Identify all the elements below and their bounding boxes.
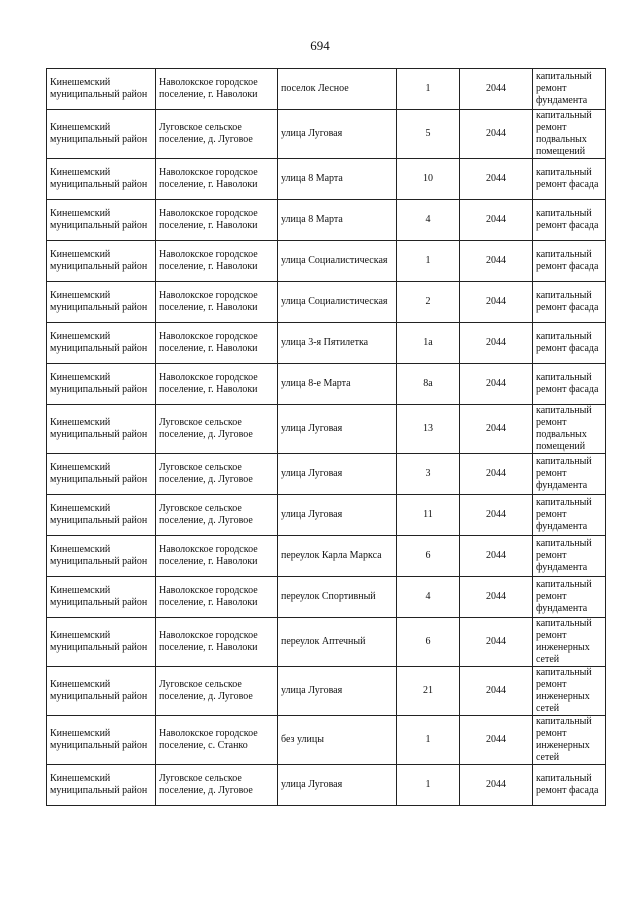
district-cell — [47, 282, 156, 323]
street-cell — [278, 69, 397, 110]
house-number-cell-text: 4 — [425, 591, 431, 602]
house-number-cell — [397, 200, 460, 241]
year-cell-text: 2044 — [486, 468, 506, 479]
table-row — [47, 536, 606, 577]
year-cell-text: 2044 — [486, 734, 506, 745]
settlement-cell — [156, 69, 278, 110]
year-cell-text: 2044 — [486, 337, 506, 348]
street-cell — [278, 577, 397, 618]
house-number-cell-text: 6 — [425, 636, 431, 647]
work-type-cell — [533, 765, 606, 806]
settlement-cell — [156, 765, 278, 806]
street-cell — [278, 241, 397, 282]
housing-repair-table — [46, 68, 606, 806]
settlement-cell — [156, 536, 278, 577]
settlement-cell — [156, 282, 278, 323]
district-cell — [47, 364, 156, 405]
table-body — [47, 69, 606, 806]
street-cell-text: улица 8 Марта — [281, 214, 343, 225]
year-cell — [460, 536, 533, 577]
year-cell — [460, 716, 533, 765]
district-cell — [47, 69, 156, 110]
settlement-cell-text: Наволокское городское поселение, с. Станко — [159, 728, 258, 751]
work-type-cell — [533, 577, 606, 618]
house-number-cell-text: 5 — [425, 128, 431, 139]
district-cell-text: Кинешемский муниципальный район — [50, 249, 148, 272]
street-cell-text: улица 8-е Марта — [281, 378, 351, 389]
house-number-cell — [397, 667, 460, 716]
work-type-cell-text: капитальный ремонт фундамента — [536, 497, 592, 532]
work-type-cell-text: капитальный ремонт фасада — [536, 208, 599, 231]
district-cell-text: Кинешемский муниципальный район — [50, 630, 148, 653]
street-cell-text: улица Луговая — [281, 423, 343, 434]
street-cell-text: улица Социалистическая — [281, 255, 388, 266]
house-number-cell-text: 3 — [425, 468, 431, 479]
district-cell — [47, 765, 156, 806]
work-type-cell-text: капитальный ремонт фундамента — [536, 456, 592, 491]
work-type-cell — [533, 667, 606, 716]
year-cell-text: 2044 — [486, 636, 506, 647]
house-number-cell-text: 4 — [425, 214, 431, 225]
settlement-cell-text: Наволокское городское поселение, г. Наволоки — [159, 290, 258, 313]
settlement-cell-text: Наволокское городское поселение, г. Наволоки — [159, 167, 258, 190]
district-cell — [47, 241, 156, 282]
settlement-cell-text: Наволокское городское поселение, г. Наволоки — [159, 585, 258, 608]
work-type-cell-text: капитальный ремонт фасада — [536, 773, 599, 796]
district-cell-text: Кинешемский муниципальный район — [50, 728, 148, 751]
table-row — [47, 241, 606, 282]
settlement-cell-text: Луговское сельское поселение, д. Луговое — [159, 122, 253, 145]
settlement-cell — [156, 618, 278, 667]
house-number-cell-text: 1 — [425, 83, 431, 94]
street-cell — [278, 323, 397, 364]
house-number-cell — [397, 765, 460, 806]
district-cell-text: Кинешемский муниципальный район — [50, 167, 148, 190]
work-type-cell-text: капитальный ремонт фасада — [536, 167, 599, 190]
district-cell-text: Кинешемский муниципальный район — [50, 77, 148, 100]
settlement-cell — [156, 200, 278, 241]
house-number-cell — [397, 364, 460, 405]
year-cell-text: 2044 — [486, 173, 506, 184]
work-type-cell — [533, 364, 606, 405]
street-cell — [278, 159, 397, 200]
settlement-cell — [156, 405, 278, 454]
table-row — [47, 159, 606, 200]
house-number-cell — [397, 69, 460, 110]
street-cell-text: улица Луговая — [281, 468, 343, 479]
year-cell-text: 2044 — [486, 591, 506, 602]
settlement-cell — [156, 577, 278, 618]
year-cell — [460, 577, 533, 618]
work-type-cell — [533, 159, 606, 200]
year-cell — [460, 667, 533, 716]
settlement-cell-text: Наволокское городское поселение, г. Наволоки — [159, 544, 258, 567]
table-row — [47, 405, 606, 454]
year-cell-text: 2044 — [486, 214, 506, 225]
house-number-cell — [397, 405, 460, 454]
table-row — [47, 454, 606, 495]
street-cell — [278, 495, 397, 536]
district-cell-text: Кинешемский муниципальный район — [50, 372, 148, 395]
year-cell — [460, 159, 533, 200]
settlement-cell-text: Наволокское городское поселение, г. Наволоки — [159, 331, 258, 354]
year-cell-text: 2044 — [486, 550, 506, 561]
street-cell — [278, 765, 397, 806]
house-number-cell — [397, 618, 460, 667]
district-cell — [47, 323, 156, 364]
house-number-cell — [397, 577, 460, 618]
table-row — [47, 110, 606, 159]
settlement-cell-text: Наволокское городское поселение, г. Наволоки — [159, 249, 258, 272]
settlement-cell-text: Луговское сельское поселение, д. Луговое — [159, 462, 253, 485]
district-cell-text: Кинешемский муниципальный район — [50, 585, 148, 608]
district-cell — [47, 536, 156, 577]
house-number-cell-text: 6 — [425, 550, 431, 561]
district-cell — [47, 405, 156, 454]
district-cell-text: Кинешемский муниципальный район — [50, 122, 148, 145]
settlement-cell — [156, 241, 278, 282]
street-cell-text: улица Социалистическая — [281, 296, 388, 307]
district-cell — [47, 495, 156, 536]
table-row — [47, 200, 606, 241]
house-number-cell-text: 1 — [425, 779, 431, 790]
district-cell — [47, 716, 156, 765]
district-cell-text: Кинешемский муниципальный район — [50, 503, 148, 526]
street-cell-text: без улицы — [281, 734, 324, 745]
work-type-cell-text: капитальный ремонт фундамента — [536, 579, 592, 614]
settlement-cell — [156, 454, 278, 495]
house-number-cell-text: 8а — [423, 378, 433, 389]
street-cell — [278, 405, 397, 454]
district-cell — [47, 200, 156, 241]
district-cell — [47, 577, 156, 618]
work-type-cell — [533, 69, 606, 110]
year-cell-text: 2044 — [486, 83, 506, 94]
year-cell — [460, 454, 533, 495]
house-number-cell — [397, 110, 460, 159]
street-cell-text: улица 8 Марта — [281, 173, 343, 184]
work-type-cell — [533, 323, 606, 364]
house-number-cell — [397, 454, 460, 495]
settlement-cell — [156, 159, 278, 200]
street-cell — [278, 618, 397, 667]
work-type-cell — [533, 536, 606, 577]
district-cell-text: Кинешемский муниципальный район — [50, 679, 148, 702]
settlement-cell-text: Наволокское городское поселение, г. Наволоки — [159, 372, 258, 395]
district-cell — [47, 667, 156, 716]
work-type-cell-text: капитальный ремонт фасада — [536, 331, 599, 354]
table-row — [47, 765, 606, 806]
table-row — [47, 716, 606, 765]
year-cell — [460, 69, 533, 110]
street-cell-text: улица Луговая — [281, 128, 343, 139]
settlement-cell-text: Луговское сельское поселение, д. Луговое — [159, 679, 253, 702]
work-type-cell — [533, 282, 606, 323]
house-number-cell-text: 13 — [423, 423, 433, 434]
street-cell-text: переулок Спортивный — [281, 591, 376, 602]
year-cell — [460, 282, 533, 323]
work-type-cell-text: капитальный ремонт подвальных помещений — [536, 405, 592, 452]
year-cell-text: 2044 — [486, 685, 506, 696]
house-number-cell-text: 11 — [423, 509, 433, 520]
year-cell — [460, 110, 533, 159]
house-number-cell — [397, 323, 460, 364]
work-type-cell-text: капитальный ремонт подвальных помещений — [536, 110, 592, 157]
table-row — [47, 364, 606, 405]
year-cell-text: 2044 — [486, 255, 506, 266]
table-row — [47, 495, 606, 536]
settlement-cell-text: Луговское сельское поселение, д. Луговое — [159, 417, 253, 440]
street-cell — [278, 282, 397, 323]
work-type-cell — [533, 716, 606, 765]
year-cell — [460, 364, 533, 405]
settlement-cell — [156, 716, 278, 765]
year-cell — [460, 405, 533, 454]
house-number-cell — [397, 536, 460, 577]
year-cell-text: 2044 — [486, 296, 506, 307]
settlement-cell — [156, 495, 278, 536]
year-cell — [460, 495, 533, 536]
street-cell-text: поселок Лесное — [281, 83, 349, 94]
settlement-cell-text: Луговское сельское поселение, д. Луговое — [159, 773, 253, 796]
district-cell — [47, 110, 156, 159]
district-cell — [47, 159, 156, 200]
house-number-cell — [397, 495, 460, 536]
street-cell-text: улица Луговая — [281, 509, 343, 520]
work-type-cell-text: капитальный ремонт фундамента — [536, 538, 592, 573]
settlement-cell-text: Луговское сельское поселение, д. Луговое — [159, 503, 253, 526]
year-cell-text: 2044 — [486, 779, 506, 790]
house-number-cell — [397, 716, 460, 765]
house-number-cell-text: 21 — [423, 685, 433, 696]
street-cell-text: улица Луговая — [281, 779, 343, 790]
street-cell-text: переулок Аптечный — [281, 636, 366, 647]
table-row — [47, 282, 606, 323]
settlement-cell — [156, 110, 278, 159]
street-cell-text: улица 3-я Пятилетка — [281, 337, 369, 348]
settlement-cell-text: Наволокское городское поселение, г. Наволоки — [159, 630, 258, 653]
work-type-cell — [533, 618, 606, 667]
table-row — [47, 323, 606, 364]
work-type-cell — [533, 405, 606, 454]
district-cell — [47, 618, 156, 667]
house-number-cell-text: 2 — [425, 296, 431, 307]
work-type-cell-text: капитальный ремонт инженерных сетей — [536, 667, 592, 714]
house-number-cell-text: 1 — [425, 734, 431, 745]
work-type-cell-text: капитальный ремонт фасада — [536, 372, 599, 395]
house-number-cell — [397, 241, 460, 282]
district-cell-text: Кинешемский муниципальный район — [50, 773, 148, 796]
year-cell-text: 2044 — [486, 378, 506, 389]
work-type-cell-text: капитальный ремонт фундамента — [536, 71, 592, 106]
district-cell-text: Кинешемский муниципальный район — [50, 417, 148, 440]
page-number: 694 — [310, 38, 330, 53]
street-cell — [278, 110, 397, 159]
settlement-cell-text: Наволокское городское поселение, г. Наволоки — [159, 77, 258, 100]
year-cell-text: 2044 — [486, 509, 506, 520]
street-cell — [278, 716, 397, 765]
district-cell-text: Кинешемский муниципальный район — [50, 290, 148, 313]
settlement-cell — [156, 323, 278, 364]
work-type-cell — [533, 200, 606, 241]
year-cell — [460, 765, 533, 806]
street-cell-text: улица Луговая — [281, 685, 343, 696]
year-cell — [460, 241, 533, 282]
street-cell — [278, 667, 397, 716]
table-row — [47, 577, 606, 618]
work-type-cell-text: капитальный ремонт фасада — [536, 249, 599, 272]
street-cell — [278, 364, 397, 405]
table-row — [47, 69, 606, 110]
year-cell — [460, 618, 533, 667]
settlement-cell — [156, 667, 278, 716]
street-cell — [278, 536, 397, 577]
street-cell-text: переулок Карла Маркса — [281, 550, 382, 561]
year-cell-text: 2044 — [486, 423, 506, 434]
work-type-cell — [533, 454, 606, 495]
house-number-cell — [397, 159, 460, 200]
work-type-cell-text: капитальный ремонт инженерных сетей — [536, 618, 592, 665]
district-cell-text: Кинешемский муниципальный район — [50, 462, 148, 485]
house-number-cell-text: 10 — [423, 173, 433, 184]
work-type-cell — [533, 495, 606, 536]
work-type-cell-text: капитальный ремонт инженерных сетей — [536, 716, 592, 763]
district-cell — [47, 454, 156, 495]
house-number-cell-text: 1а — [423, 337, 433, 348]
house-number-cell-text: 1 — [425, 255, 431, 266]
work-type-cell — [533, 110, 606, 159]
work-type-cell-text: капитальный ремонт фасада — [536, 290, 599, 313]
district-cell-text: Кинешемский муниципальный район — [50, 208, 148, 231]
settlement-cell-text: Наволокское городское поселение, г. Наволоки — [159, 208, 258, 231]
year-cell — [460, 200, 533, 241]
settlement-cell — [156, 364, 278, 405]
year-cell — [460, 323, 533, 364]
district-cell-text: Кинешемский муниципальный район — [50, 544, 148, 567]
work-type-cell — [533, 241, 606, 282]
year-cell-text: 2044 — [486, 128, 506, 139]
house-number-cell — [397, 282, 460, 323]
table-row — [47, 667, 606, 716]
district-cell-text: Кинешемский муниципальный район — [50, 331, 148, 354]
street-cell — [278, 454, 397, 495]
table-row — [47, 618, 606, 667]
street-cell — [278, 200, 397, 241]
